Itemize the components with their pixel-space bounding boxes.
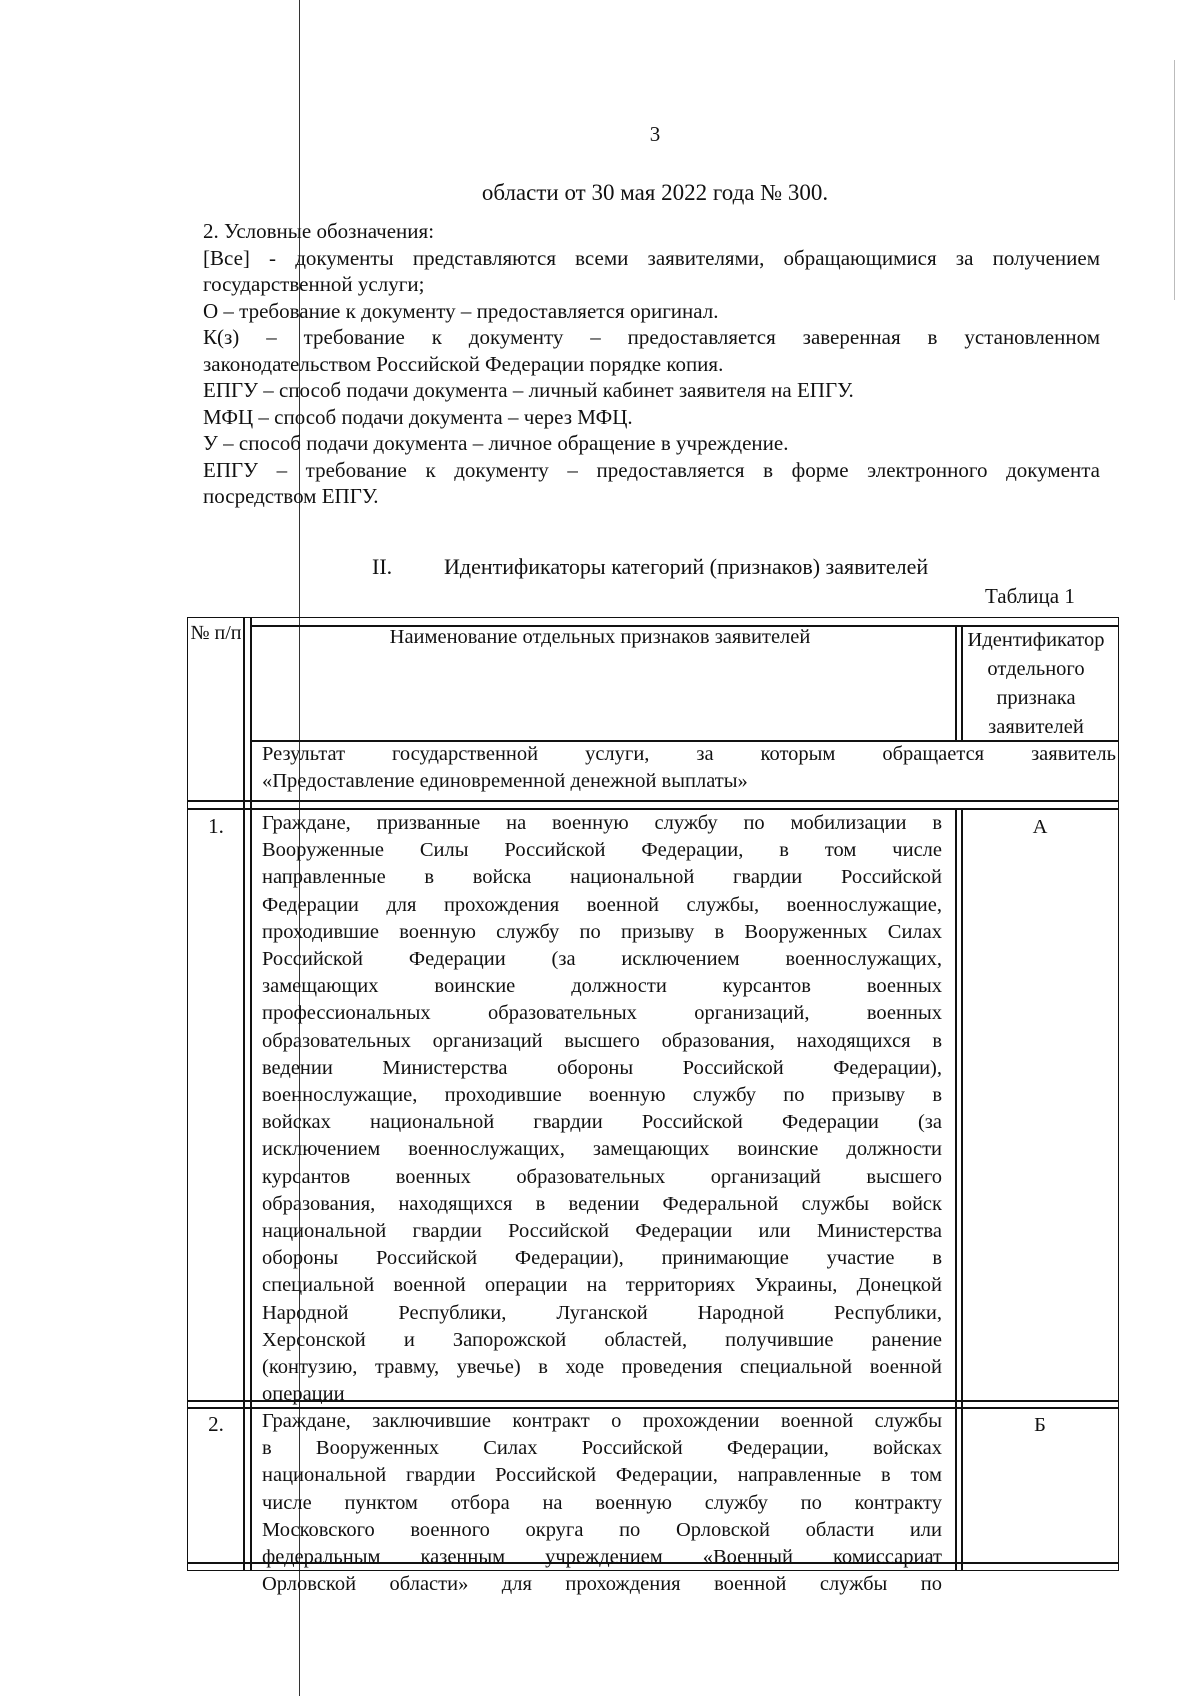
- description-line: (контузию, травму, увечье) в ходе проведения специальной военной: [262, 1356, 942, 1379]
- header-number: № п/п: [190, 622, 242, 644]
- description-line: федеральным казенным учреждением «Военный комиссариат: [262, 1546, 942, 1569]
- row-description: [262, 1408, 942, 1598]
- legend-line: МФЦ – способ подачи документа – через МФЦ.: [203, 404, 633, 429]
- legend-heading: 2. Условные обозначения:: [203, 219, 435, 243]
- header-identifier: [955, 626, 1117, 742]
- legend-line: ЕПГУ – требование к документу – предоставляется в форме электронного документа: [203, 457, 1100, 482]
- row-description: [262, 810, 942, 1408]
- description-line: ведении Министерства обороны Российской Федерации),: [262, 1056, 942, 1079]
- col-sep: [961, 808, 963, 1571]
- row-identifier: Б: [1034, 1414, 1046, 1436]
- description-line: операции: [262, 1383, 345, 1406]
- row-sep: [187, 800, 1119, 802]
- legend-line: законодательством Российской Федерации порядке копия.: [203, 351, 724, 376]
- section-title: [372, 554, 928, 580]
- col-sep: [243, 617, 245, 1571]
- continuation-text: области от 30 мая 2022 года № 300.: [481, 180, 829, 205]
- description-line: профессиональных образовательных организаций, военных: [262, 1002, 942, 1025]
- description-line: Херсонской и Запорожской областей, получившие ранение: [262, 1328, 942, 1351]
- result-line: Результат государственной услуги, за которым обращается заявитель: [262, 743, 1116, 765]
- col-sep: [250, 617, 252, 1571]
- description-line: Граждане, призванные на военную службу по мобилизации в: [262, 812, 942, 834]
- legend-line: О – требование к документу – предоставляется оригинал.: [203, 298, 719, 323]
- row-identifier: А: [1032, 816, 1048, 838]
- description-line: Орловской области» для прохождения военной службы по: [262, 1573, 942, 1596]
- description-line: проходившие военную службу по призыву в Вооруженных Силах: [262, 920, 942, 943]
- header-identifier-line: признака: [996, 687, 1076, 709]
- col-sep: [955, 808, 957, 1571]
- description-line: обороны Российской Федерации), принимающие участие в: [262, 1247, 942, 1270]
- header-identifier-line: отдельного: [987, 658, 1085, 680]
- description-line: образования, находящихся в ведении Федеральной службы войск: [262, 1192, 942, 1215]
- description-line: национальной гвардии Российской Федерации, направленные в том: [262, 1464, 942, 1487]
- description-line: направленные в войска национальной гвардии Российской: [262, 866, 942, 889]
- result-row: [262, 741, 1116, 795]
- header-name: Наименование отдельных признаков заявителей: [389, 626, 811, 648]
- description-line: Народной Республики, Луганской Народной Республики,: [262, 1301, 942, 1324]
- page-number: 3: [649, 122, 661, 146]
- description-line: Граждане, заключившие контракт о прохождении военной службы: [262, 1410, 942, 1432]
- description-line: образовательных организаций высшего образования, находящихся в: [262, 1029, 942, 1052]
- description-line: войсках национальной гвардии Российской Федерации (за: [262, 1111, 942, 1134]
- description-line: военнослужащие, проходившие военную службу по призыву в: [262, 1084, 942, 1107]
- description-line: Российской Федерации (за исключением военнослужащих,: [262, 948, 942, 971]
- header-identifier-line: заявителей: [988, 716, 1084, 738]
- row-number: 1.: [208, 814, 224, 838]
- description-line: исключением военнослужащих, замещающих воинские должности: [262, 1138, 942, 1161]
- description-line: замещающих воинские должности курсантов военных: [262, 975, 942, 998]
- table-caption: Таблица 1: [985, 584, 1075, 608]
- row-number: 2.: [208, 1412, 224, 1436]
- legend-line: У – способ подачи документа – личное обращение в учреждение.: [203, 431, 789, 455]
- legend-line: посредством ЕПГУ.: [203, 484, 379, 508]
- description-line: Федерации для прохождения военной службы, военнослужащие,: [262, 893, 942, 916]
- legend-lines: [203, 245, 1100, 510]
- legend-line: ЕПГУ – способ подачи документа – личный кабинет заявителя на ЕПГУ.: [203, 378, 854, 402]
- section-title-text: Идентификаторы категорий (признаков) заявителей: [444, 554, 929, 579]
- legend-line: К(з) – требование к документу – предоставляется заверенная в установленном: [203, 325, 1100, 349]
- legend-line: [Все] - документы представляются всеми заявителями, обращающимися за получением: [203, 245, 1100, 270]
- legend-block: [203, 218, 1100, 510]
- header-identifier-line: Идентификатор: [967, 629, 1105, 651]
- description-line: национальной гвардии Российской Федерации или Министерства: [262, 1220, 942, 1243]
- section-number: II.: [372, 554, 393, 579]
- result-line: «Предоставление единовременной денежной выплаты»: [262, 770, 748, 792]
- description-line: числе пунктом отбора на военную службу по контракту: [262, 1491, 942, 1514]
- description-line: специальной военной операции на территориях Украины, Донецкой: [262, 1274, 942, 1297]
- description-line: Московского военного округа по Орловской области или: [262, 1518, 942, 1541]
- description-line: в Вооруженных Силах Российской Федерации, войсках: [262, 1437, 942, 1460]
- legend-line: государственной услуги;: [203, 272, 425, 296]
- description-line: Вооруженные Силы Российской Федерации, в том числе: [262, 839, 942, 862]
- description-line: курсантов военных образовательных организаций высшего: [262, 1165, 942, 1188]
